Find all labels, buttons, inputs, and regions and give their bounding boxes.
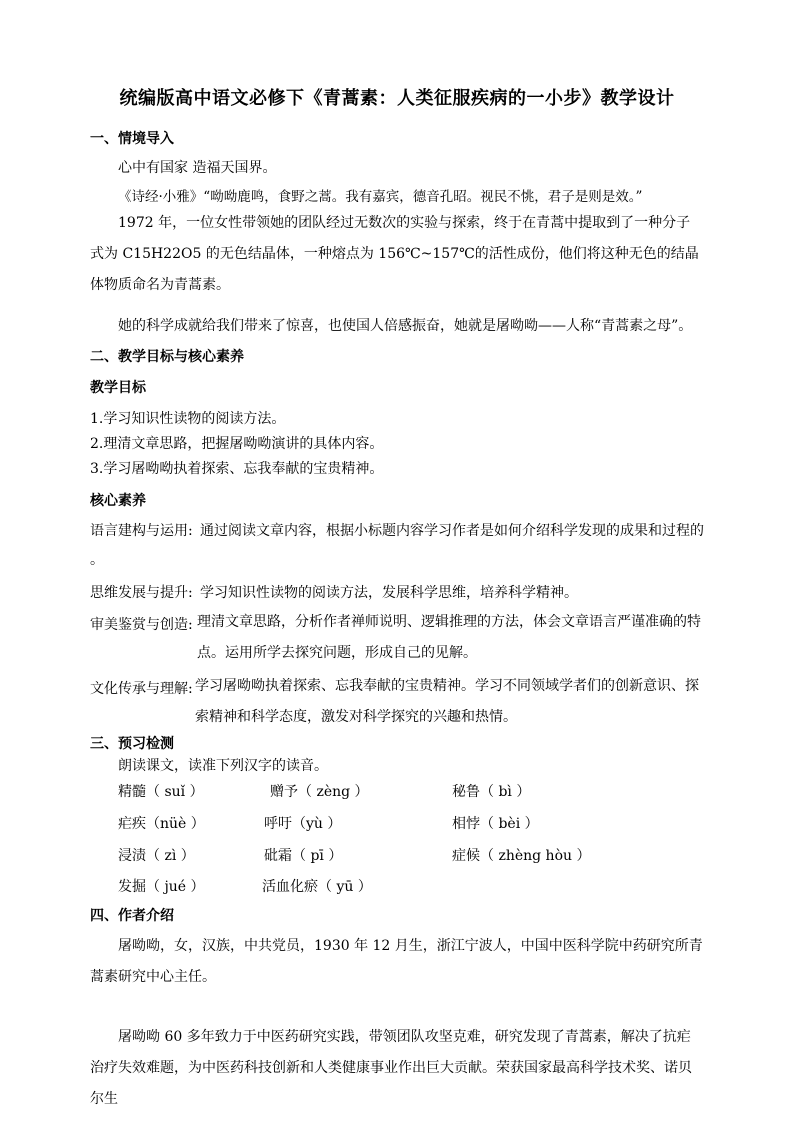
pinyin-item: 浸渍（ zì ） [118,848,195,864]
subheading-teaching-goals: 教学目标 [90,380,146,396]
pinyin-item: 赠予（ zèng ） [270,784,369,800]
intro-line-1: 心中有国家 造福天国界。 [118,160,277,176]
goal-item: 1.学习知识性读物的阅读方法。 [90,411,286,427]
core-text-tail: 。 [90,552,104,568]
subheading-core-literacy: 核心素养 [90,493,146,509]
pinyin-item: 相悖（ bèi ） [452,816,539,832]
goal-item: 3.学习屠呦呦执着探索、忘我奉献的宝贵精神。 [90,461,384,477]
pinyin-item: 发掘（ jué ） [118,879,205,895]
author-paragraph-2: 屠呦呦 60 多年致力于中医药研究实践，带领团队攻坚克难，研究发现了青蒿素，解决了抗疟治疗失效难题，为中医药科技创新和人类健康事业作出巨大贡献。荣获国家最高科学技术奖、诺贝尔生 [90,1029,692,1107]
intro-paragraph-2: 她的科学成就给我们带来了惊喜，也使国人倍感振奋，她就是屠呦呦——人称“青蒿素之母”。 [118,318,693,334]
pinyin-item: 秘鲁（ bì ） [452,784,531,800]
section-heading-intro: 一、情境导入 [90,131,174,147]
preview-intro: 朗读课文，读准下列汉字的读音。 [118,758,328,774]
pinyin-item: 精髓（ suǐ ） [118,784,204,800]
pinyin-item: 症候（ zhèng hòu ） [452,848,591,864]
section-heading-preview: 三、预习检测 [90,736,174,752]
core-label: 审美鉴赏与创造: [90,617,193,633]
pinyin-item: 活血化瘀（ yū ） [262,879,372,895]
core-text: 通过阅读文章内容，根据小标题内容学习作者是如何介绍科学发现的成果和过程的 [200,523,704,539]
intro-line-2: 《诗经·小雅》“呦呦鹿鸣，食野之蒿。我有嘉宾，德音孔昭。视民不恌，君子是则是效。” [118,189,643,205]
section-heading-goals: 二、教学目标与核心素养 [90,349,244,365]
intro-paragraph-1: 1972 年，一位女性带领她的团队经过无数次的实验与探索，终于在青蒿中提取到了一种分子式为 C15H22O5 的无色结晶体，一种熔点为 156℃~157℃的活性成份，他们将这种无色的结晶体物质命名为青蒿素。 [90,215,699,293]
core-label: 语言建构与运用: [90,523,193,539]
pinyin-item: 呼吁（yù ） [264,816,342,832]
core-text: 理清文章思路，分析作者禅师说明、逻辑推理的方法，体会文章语言严谨准确的特点。运用所学去探究问题，形成自己的见解。 [197,614,701,661]
pinyin-item: 疟疾（nüè ） [118,816,205,832]
document-title: 统编版高中语文必修下《青蒿素：人类征服疾病的一小步》教学设计 [119,88,675,109]
goal-item: 2.理清文章思路，把握屠呦呦演讲的具体内容。 [90,436,384,452]
section-heading-author: 四、作者介绍 [90,908,174,924]
author-paragraph-1: 屠呦呦，女，汉族，中共党员，1930 年 12 月生，浙江宁波人，中国中医科学院中药研究所青蒿素研究中心主任。 [90,938,703,985]
pinyin-item: 砒霜（ pī ） [264,848,343,864]
core-text: 学习知识性读物的阅读方法，发展科学思维，培养科学精神。 [200,585,578,601]
core-label: 思维发展与提升: [90,585,193,601]
core-label: 文化传承与理解: [90,681,193,697]
core-text: 学习屠呦呦执着探索、忘我奉献的宝贵精神。学习不同领域学者们的创新意识、探索精神和科学态度，激发对科学探究的兴趣和热情。 [195,678,699,725]
